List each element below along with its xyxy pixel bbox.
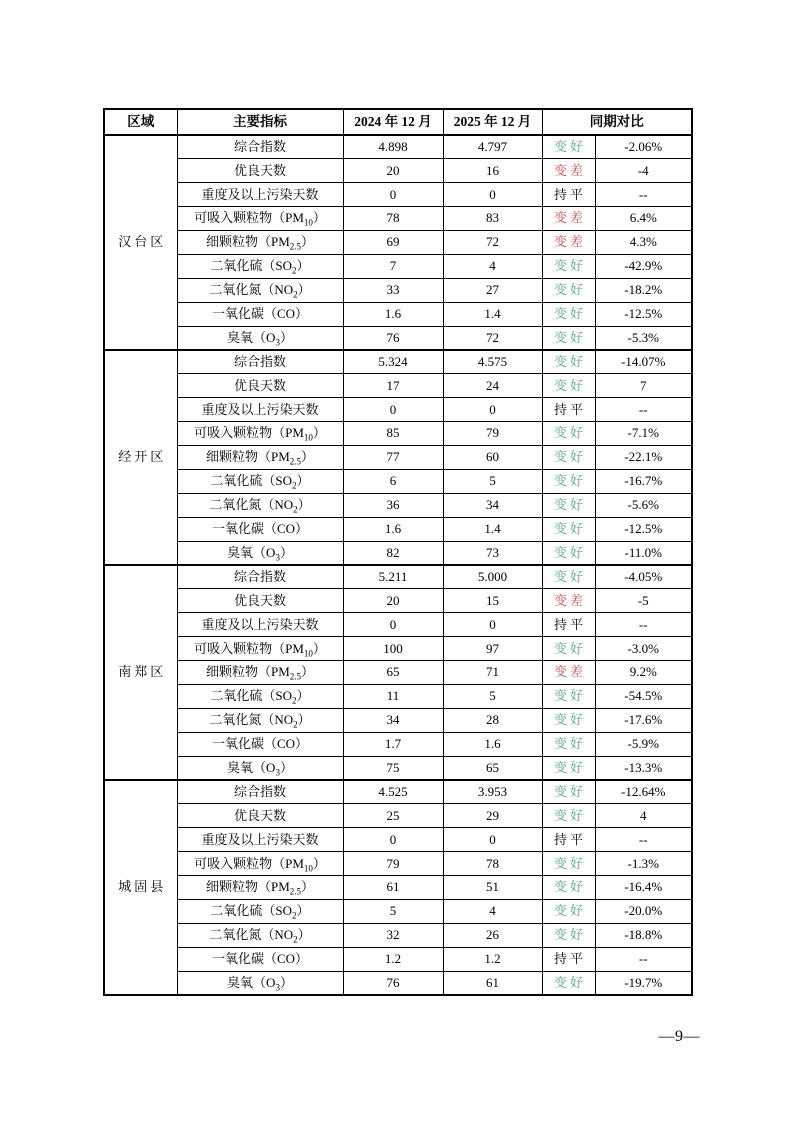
value-2025: 4.797 <box>443 135 542 159</box>
indicator-label: 可吸入颗粒物$(PM_{10})$ <box>177 852 343 876</box>
indicator-label: 臭氧$(O_3)$ <box>177 756 343 780</box>
header-2025: 2025 年 12 月 <box>443 109 542 135</box>
trend-label: 变好 <box>542 780 595 804</box>
indicator-label: 一氧化碳（CO） <box>177 732 343 756</box>
value-2025: 61 <box>443 971 542 995</box>
indicator-label: 优良天数 <box>177 589 343 613</box>
trend-label: 变好 <box>542 804 595 828</box>
table-row <box>104 971 692 995</box>
indicator-label: 二氧化硫$(SO_2)$ <box>177 900 343 924</box>
table-row <box>104 900 692 924</box>
indicator-label: 臭氧$(O_3)$ <box>177 326 343 350</box>
table-row <box>104 135 692 159</box>
indicator-label: 可吸入颗粒物$(PM_{10})$ <box>177 422 343 446</box>
change-value: -20.0% <box>595 900 692 924</box>
table-row <box>104 637 692 661</box>
region-name: 经开区 <box>104 350 177 565</box>
change-value: -1.3% <box>595 852 692 876</box>
value-2024: 5 <box>343 900 443 924</box>
change-value: -4 <box>595 159 692 183</box>
trend-label: 变差 <box>542 589 595 613</box>
value-2024: 100 <box>343 637 443 661</box>
table-row <box>104 159 692 183</box>
value-2025: 65 <box>443 756 542 780</box>
value-2024: 5.211 <box>343 565 443 589</box>
value-2024: 85 <box>343 422 443 446</box>
value-2024: 33 <box>343 278 443 302</box>
value-2025: 28 <box>443 708 542 732</box>
value-2025: 27 <box>443 278 542 302</box>
change-value: 4 <box>595 804 692 828</box>
table-row <box>104 708 692 732</box>
value-2024: 34 <box>343 708 443 732</box>
trend-label: 变差 <box>542 207 595 231</box>
table-row <box>104 326 692 350</box>
change-value: -17.6% <box>595 708 692 732</box>
indicator-label: 二氧化氮$(NO_2)$ <box>177 708 343 732</box>
value-2024: 20 <box>343 159 443 183</box>
value-2024: 65 <box>343 661 443 685</box>
region-group <box>104 350 692 565</box>
value-2024: 77 <box>343 446 443 470</box>
indicator-label: 可吸入颗粒物$(PM_{10})$ <box>177 207 343 231</box>
table-row <box>104 780 692 804</box>
value-2024: 61 <box>343 876 443 900</box>
indicator-label: 重度及以上污染天数 <box>177 613 343 637</box>
value-2025: 3.953 <box>443 780 542 804</box>
trend-label: 变差 <box>542 159 595 183</box>
table-row <box>104 923 692 947</box>
value-2025: 0 <box>443 828 542 852</box>
table-row <box>104 446 692 470</box>
indicator-label: 综合指数 <box>177 565 343 589</box>
change-value: -12.5% <box>595 302 692 326</box>
value-2024: 1.7 <box>343 732 443 756</box>
trend-label: 变差 <box>542 661 595 685</box>
value-2025: 34 <box>443 493 542 517</box>
value-2025: 26 <box>443 923 542 947</box>
air-quality-table <box>103 108 693 996</box>
table-row <box>104 231 692 255</box>
trend-label: 变好 <box>542 756 595 780</box>
trend-label: 变好 <box>542 446 595 470</box>
table-row <box>104 469 692 493</box>
table-row <box>104 422 692 446</box>
value-2024: 82 <box>343 541 443 565</box>
value-2025: 97 <box>443 637 542 661</box>
value-2024: 4.525 <box>343 780 443 804</box>
table-row <box>104 828 692 852</box>
indicator-label: 一氧化碳（CO） <box>177 517 343 541</box>
table-header <box>104 109 692 135</box>
value-2024: 4.898 <box>343 135 443 159</box>
indicator-label: 臭氧$(O_3)$ <box>177 971 343 995</box>
value-2025: 83 <box>443 207 542 231</box>
change-value: -7.1% <box>595 422 692 446</box>
indicator-label: 重度及以上污染天数 <box>177 398 343 422</box>
change-value: -12.5% <box>595 517 692 541</box>
value-2024: 0 <box>343 613 443 637</box>
trend-label: 持平 <box>542 947 595 971</box>
value-2025: 79 <box>443 422 542 446</box>
table-row <box>104 684 692 708</box>
table-row <box>104 732 692 756</box>
table-row <box>104 183 692 207</box>
trend-label: 变好 <box>542 135 595 159</box>
trend-label: 变好 <box>542 517 595 541</box>
table-row <box>104 661 692 685</box>
value-2025: 29 <box>443 804 542 828</box>
change-value: -- <box>595 828 692 852</box>
trend-label: 持平 <box>542 828 595 852</box>
value-2024: 32 <box>343 923 443 947</box>
trend-label: 持平 <box>542 183 595 207</box>
indicator-label: 臭氧$(O_3)$ <box>177 541 343 565</box>
trend-label: 变差 <box>542 231 595 255</box>
value-2025: 4 <box>443 900 542 924</box>
change-value: -5 <box>595 589 692 613</box>
change-value: 7 <box>595 374 692 398</box>
change-value: -- <box>595 613 692 637</box>
trend-label: 变好 <box>542 374 595 398</box>
trend-label: 变好 <box>542 971 595 995</box>
value-2024: 5.324 <box>343 350 443 374</box>
value-2024: 6 <box>343 469 443 493</box>
indicator-label: 优良天数 <box>177 804 343 828</box>
trend-label: 变好 <box>542 541 595 565</box>
header-2024: 2024 年 12 月 <box>343 109 443 135</box>
value-2024: 7 <box>343 254 443 278</box>
trend-label: 变好 <box>542 350 595 374</box>
value-2024: 0 <box>343 183 443 207</box>
trend-label: 变好 <box>542 469 595 493</box>
region-name: 汉台区 <box>104 135 177 350</box>
indicator-label: 二氧化硫$(SO_2)$ <box>177 684 343 708</box>
value-2024: 76 <box>343 971 443 995</box>
change-value: -13.3% <box>595 756 692 780</box>
trend-label: 变好 <box>542 302 595 326</box>
value-2025: 0 <box>443 613 542 637</box>
table-row <box>104 947 692 971</box>
value-2024: 75 <box>343 756 443 780</box>
table-row <box>104 398 692 422</box>
table-row <box>104 756 692 780</box>
trend-label: 持平 <box>542 398 595 422</box>
trend-label: 变好 <box>542 923 595 947</box>
table-row <box>104 254 692 278</box>
trend-label: 持平 <box>542 613 595 637</box>
value-2024: 69 <box>343 231 443 255</box>
table-row <box>104 565 692 589</box>
table-row <box>104 517 692 541</box>
indicator-label: 一氧化碳（CO） <box>177 947 343 971</box>
change-value: -16.4% <box>595 876 692 900</box>
header-compare: 同期对比 <box>542 109 692 135</box>
value-2025: 1.2 <box>443 947 542 971</box>
trend-label: 变好 <box>542 565 595 589</box>
indicator-label: 细颗粒物$(PM_{2.5})$ <box>177 876 343 900</box>
change-value: -4.05% <box>595 565 692 589</box>
trend-label: 变好 <box>542 254 595 278</box>
value-2024: 79 <box>343 852 443 876</box>
table-row <box>104 493 692 517</box>
indicator-label: 可吸入颗粒物$(PM_{10})$ <box>177 637 343 661</box>
change-value: -2.06% <box>595 135 692 159</box>
value-2025: 0 <box>443 183 542 207</box>
value-2025: 78 <box>443 852 542 876</box>
change-value: -11.0% <box>595 541 692 565</box>
indicator-label: 优良天数 <box>177 159 343 183</box>
change-value: -42.9% <box>595 254 692 278</box>
change-value: -- <box>595 947 692 971</box>
header-region: 区域 <box>104 109 177 135</box>
value-2024: 20 <box>343 589 443 613</box>
value-2025: 72 <box>443 326 542 350</box>
table-row <box>104 541 692 565</box>
indicator-label: 细颗粒物$(PM_{2.5})$ <box>177 446 343 470</box>
value-2025: 60 <box>443 446 542 470</box>
indicator-label: 重度及以上污染天数 <box>177 828 343 852</box>
table-header-row <box>104 109 692 135</box>
value-2024: 76 <box>343 326 443 350</box>
table-row <box>104 207 692 231</box>
change-value: -5.9% <box>595 732 692 756</box>
indicator-label: 一氧化碳（CO） <box>177 302 343 326</box>
change-value: -5.3% <box>595 326 692 350</box>
table-row <box>104 278 692 302</box>
value-2024: 0 <box>343 398 443 422</box>
value-2025: 51 <box>443 876 542 900</box>
trend-label: 变好 <box>542 852 595 876</box>
value-2025: 73 <box>443 541 542 565</box>
value-2024: 17 <box>343 374 443 398</box>
change-value: 6.4% <box>595 207 692 231</box>
table-row <box>104 302 692 326</box>
indicator-label: 二氧化氮$(NO_2)$ <box>177 278 343 302</box>
value-2025: 71 <box>443 661 542 685</box>
trend-label: 变好 <box>542 422 595 446</box>
value-2024: 36 <box>343 493 443 517</box>
value-2024: 78 <box>343 207 443 231</box>
table-row <box>104 852 692 876</box>
value-2025: 5 <box>443 469 542 493</box>
region-group <box>104 565 692 780</box>
value-2025: 72 <box>443 231 542 255</box>
value-2024: 1.6 <box>343 517 443 541</box>
change-value: -22.1% <box>595 446 692 470</box>
indicator-label: 综合指数 <box>177 135 343 159</box>
change-value: -18.2% <box>595 278 692 302</box>
value-2024: 25 <box>343 804 443 828</box>
change-value: -14.07% <box>595 350 692 374</box>
trend-label: 变好 <box>542 684 595 708</box>
value-2025: 16 <box>443 159 542 183</box>
indicator-label: 二氧化氮$(NO_2)$ <box>177 923 343 947</box>
indicator-label: 二氧化硫$(SO_2)$ <box>177 254 343 278</box>
value-2025: 1.6 <box>443 732 542 756</box>
value-2024: 1.6 <box>343 302 443 326</box>
value-2024: 0 <box>343 828 443 852</box>
value-2025: 24 <box>443 374 542 398</box>
table-row <box>104 374 692 398</box>
trend-label: 变好 <box>542 900 595 924</box>
change-value: -5.6% <box>595 493 692 517</box>
value-2025: 4 <box>443 254 542 278</box>
change-value: -19.7% <box>595 971 692 995</box>
trend-label: 变好 <box>542 708 595 732</box>
table-row <box>104 350 692 374</box>
region-name: 南郑区 <box>104 565 177 780</box>
trend-label: 变好 <box>542 637 595 661</box>
change-value: 9.2% <box>595 661 692 685</box>
trend-label: 变好 <box>542 326 595 350</box>
indicator-label: 二氧化硫$(SO_2)$ <box>177 469 343 493</box>
value-2024: 11 <box>343 684 443 708</box>
value-2025: 1.4 <box>443 302 542 326</box>
region-group <box>104 780 692 995</box>
value-2024: 1.2 <box>343 947 443 971</box>
change-value: -- <box>595 398 692 422</box>
indicator-label: 二氧化氮$(NO_2)$ <box>177 493 343 517</box>
change-value: 4.3% <box>595 231 692 255</box>
change-value: -- <box>595 183 692 207</box>
change-value: -3.0% <box>595 637 692 661</box>
change-value: -16.7% <box>595 469 692 493</box>
indicator-label: 细颗粒物$(PM_{2.5})$ <box>177 661 343 685</box>
trend-label: 变好 <box>542 278 595 302</box>
indicator-label: 优良天数 <box>177 374 343 398</box>
region-group <box>104 135 692 350</box>
change-value: -12.64% <box>595 780 692 804</box>
region-name: 城固县 <box>104 780 177 995</box>
trend-label: 变好 <box>542 876 595 900</box>
value-2025: 15 <box>443 589 542 613</box>
indicator-label: 综合指数 <box>177 780 343 804</box>
header-indicator: 主要指标 <box>177 109 343 135</box>
table-row <box>104 804 692 828</box>
value-2025: 5.000 <box>443 565 542 589</box>
change-value: -18.8% <box>595 923 692 947</box>
table-row <box>104 876 692 900</box>
value-2025: 5 <box>443 684 542 708</box>
table-row <box>104 613 692 637</box>
trend-label: 变好 <box>542 493 595 517</box>
trend-label: 变好 <box>542 732 595 756</box>
value-2025: 4.575 <box>443 350 542 374</box>
value-2025: 1.4 <box>443 517 542 541</box>
indicator-label: 综合指数 <box>177 350 343 374</box>
value-2025: 0 <box>443 398 542 422</box>
change-value: -54.5% <box>595 684 692 708</box>
indicator-label: 细颗粒物$(PM_{2.5})$ <box>177 231 343 255</box>
indicator-label: 重度及以上污染天数 <box>177 183 343 207</box>
table-row <box>104 589 692 613</box>
page-number: —9— <box>658 1028 700 1045</box>
